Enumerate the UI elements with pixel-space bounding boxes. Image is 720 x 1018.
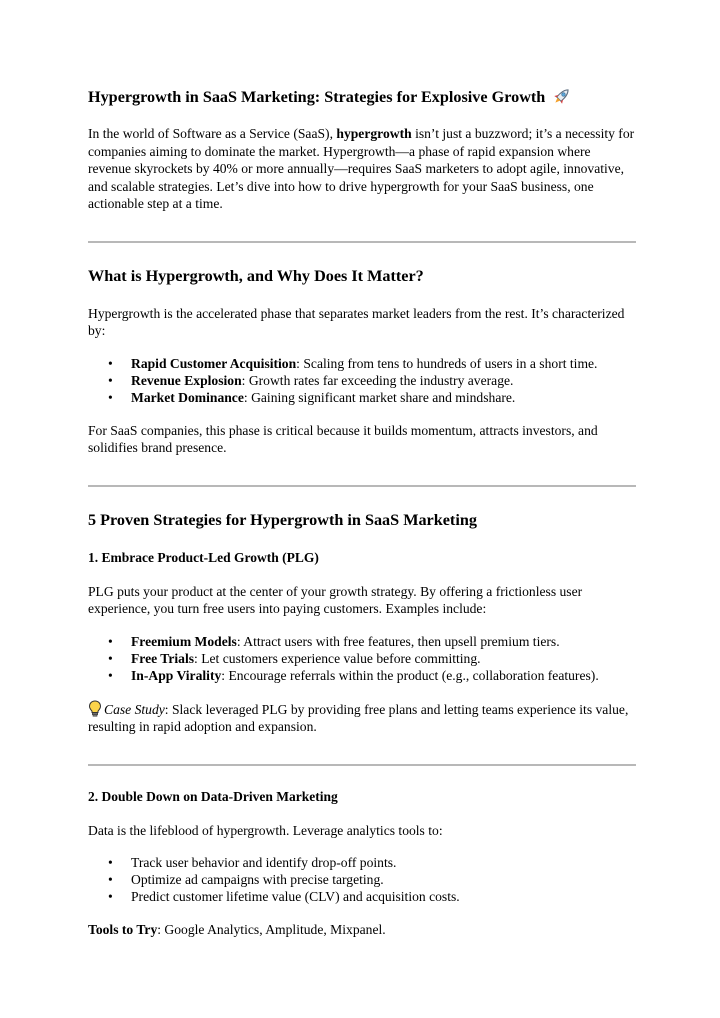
page-title — [88, 86, 636, 108]
tools-label: Tools to Try — [88, 922, 158, 937]
subsection-heading: 1. Embrace Product-Led Growth (PLG) — [88, 549, 319, 565]
section-paragraph: PLG puts your product at the center of your growth strategy. By offering a frictionless user experience, you turn free users into paying customers. Examples include: — [88, 583, 583, 616]
list-item: • Freemium Models: Attract users with free features, then upsell premium tiers. — [131, 633, 636, 650]
section-paragraph: For SaaS companies, this phase is critical because it builds momentum, attracts investors, and solidifies brand presence. — [88, 422, 598, 455]
case-study-label: Case Study — [104, 701, 165, 717]
tools-paragraph: Tools to Try: Google Analytics, Amplitude, Mixpanel. — [88, 922, 386, 937]
case-study-paragraph: Case Study: Slack leveraged PLG by providing free plans and letting teams experience its value, resulting in rapid adoption and expansion. — [88, 701, 629, 734]
intro-paragraph: In the world of Software as a Service (SaaS), hypergrowth isn’t just a buzzword; it’s a necessity for companies aiming to dominate the market. Hypergrowth—a phase of rapid expansion where revenue skyrockets by 40% or more annually—requires SaaS marketers to adopt agile, innovative, and scalable strategies. Let’s dive into how to drive hypergrowth for your SaaS business, one actionable step at a time. — [88, 126, 635, 211]
list-item: • Free Trials: Let customers experience value before committing. — [131, 650, 636, 667]
lightbulb-icon — [88, 700, 102, 717]
bullet-list — [88, 633, 636, 684]
list-item: • Predict customer lifetime value (CLV) and acquisition costs. — [131, 888, 636, 905]
section-heading: What is Hypergrowth, and Why Does It Matter? — [88, 266, 424, 285]
article — [88, 86, 636, 954]
section-heading: 5 Proven Strategies for Hypergrowth in SaaS Marketing — [88, 510, 477, 529]
subsection-heading: 2. Double Down on Data-Driven Marketing — [88, 788, 338, 804]
list-item: • Optimize ad campaigns with precise targeting. — [131, 871, 636, 888]
list-item: • Rapid Customer Acquisition: Scaling from tens to hundreds of users in a short time. — [131, 355, 636, 372]
list-item: • Market Dominance: Gaining significant market share and mindshare. — [131, 389, 636, 406]
rocket-icon — [550, 86, 572, 108]
intro-bold-term: hypergrowth — [336, 126, 412, 141]
list-item: • In-App Virality: Encourage referrals within the product (e.g., collaboration features). — [131, 667, 636, 684]
list-item: • Track user behavior and identify drop-off points. — [131, 854, 636, 871]
section-paragraph: Data is the lifeblood of hypergrowth. Leverage analytics tools to: — [88, 822, 443, 838]
bullet-list — [88, 854, 636, 905]
section-paragraph: Hypergrowth is the accelerated phase that separates market leaders from the rest. It’s characterized by: — [88, 305, 625, 338]
title-text: Hypergrowth in SaaS Marketing: Strategies for Explosive Growth — [88, 88, 546, 106]
bullet-list — [88, 355, 636, 406]
list-item: • Revenue Explosion: Growth rates far exceeding the industry average. — [131, 372, 636, 389]
